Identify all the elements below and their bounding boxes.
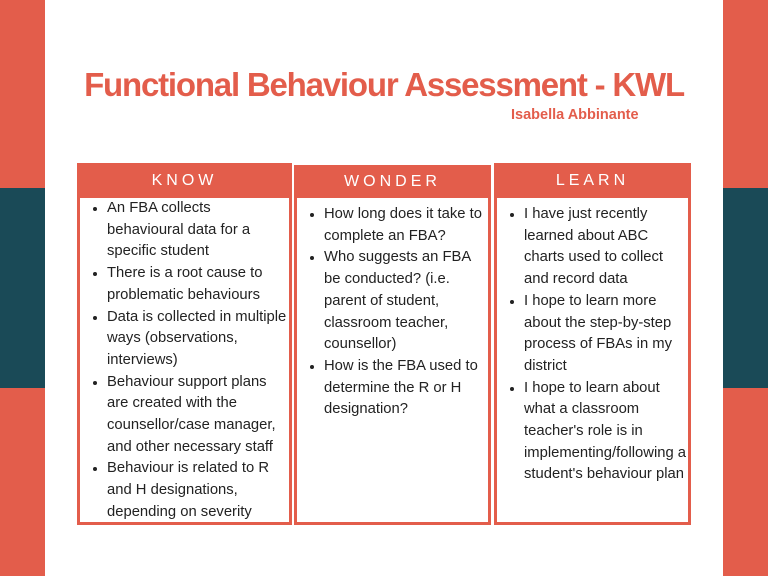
wonder-column: [294, 198, 491, 525]
list-item: • There is a root cause to problematic behaviours: [107, 263, 289, 306]
know-list: [80, 198, 289, 524]
right-accent-band: [723, 188, 768, 388]
list-item: • Behaviour support plans are created with the counsellor/case manager, and other necessary staff: [107, 372, 289, 459]
learn-column: [494, 198, 691, 525]
learn-column-header: LEARN: [494, 163, 691, 198]
list-item: • Behaviour is related to R and H designations, depending on severity: [107, 458, 289, 523]
list-item: • How long does it take to complete an FBA?: [324, 204, 488, 247]
list-item: • How is the FBA used to determine the R or H designation?: [324, 356, 488, 421]
wonder-column-header: WONDER: [294, 165, 491, 198]
list-item: • An FBA collects behavioural data for a specific student: [107, 198, 289, 263]
list-item: • I hope to learn about what a classroom teacher's role is in implementing/following a student's behaviour plan: [524, 378, 688, 487]
learn-list: [497, 204, 688, 486]
author-name: Isabella Abbinante: [511, 107, 639, 123]
list-item: • I hope to learn more about the step-by-step process of FBAs in my district: [524, 291, 688, 378]
left-accent-band: [0, 188, 45, 388]
know-column: [77, 198, 292, 525]
list-item: • Who suggests an FBA be conducted? (i.e. parent of student, classroom teacher, counsellor): [324, 247, 488, 356]
page-title: Functional Behaviour Assessment - KWL: [84, 66, 684, 103]
wonder-list: [297, 204, 488, 421]
know-column-header: KNOW: [77, 163, 292, 198]
list-item: • Data is collected in multiple ways (observations, interviews): [107, 307, 289, 372]
list-item: • I have just recently learned about ABC charts used to collect and record data: [524, 204, 688, 291]
